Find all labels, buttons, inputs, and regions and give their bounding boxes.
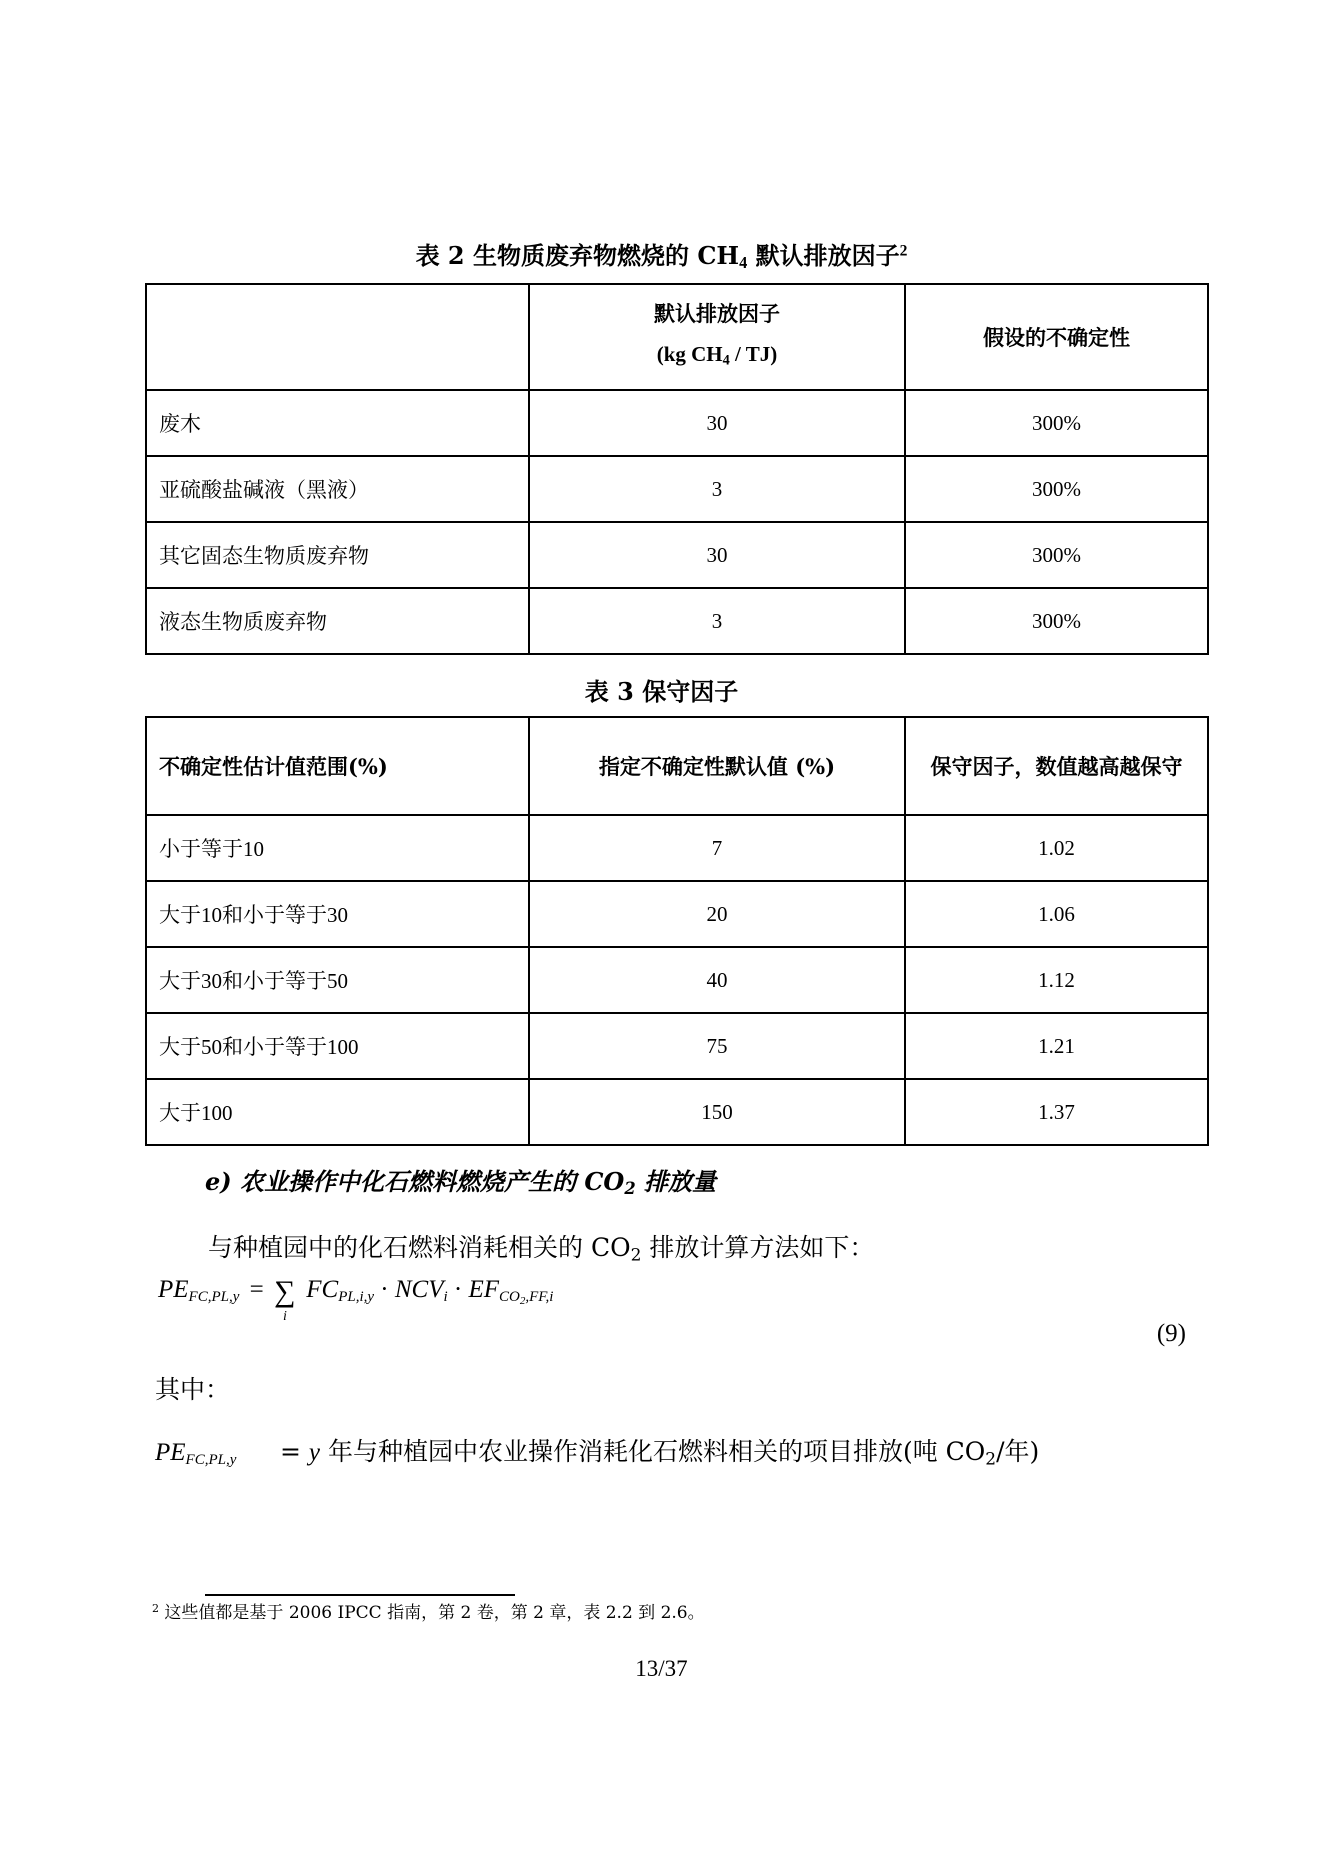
table3-cell-default: 75: [529, 1013, 905, 1079]
summation-index: i: [283, 1309, 287, 1324]
table3-cell-range: 大于10和小于等于30: [146, 881, 529, 947]
table3-header-row: [146, 717, 1208, 815]
table3-cell-range: 小于等于10: [146, 815, 529, 881]
table3-cell-factor: 1.21: [905, 1013, 1208, 1079]
table-row: [146, 588, 1208, 654]
table3-header-range: 不确定性估计值范围(%): [146, 717, 529, 815]
table2-cell-value: 30: [529, 522, 905, 588]
table-row: [146, 947, 1208, 1013]
equation-9: $PE_{FC,PL,y}$ = ∑ i $FC_{PL,i,y} \cdot NCV_i \cdot EF_{CO2,FF,i}$: [158, 1275, 554, 1324]
table2-cell-name: 废木: [146, 390, 529, 456]
table2-cell-value: 30: [529, 390, 905, 456]
table2-cell-uncertainty: 300%: [905, 522, 1208, 588]
table-row: [146, 1013, 1208, 1079]
page-number: 13/37: [635, 1656, 688, 1681]
table-row: [146, 1079, 1208, 1145]
table3-cell-range: 大于50和小于等于100: [146, 1013, 529, 1079]
equation-number: (9): [1156, 1320, 1186, 1347]
table3-cell-default: 40: [529, 947, 905, 1013]
table2-header-uncertainty: 假设的不确定性: [905, 284, 1208, 390]
table2: [145, 283, 1209, 655]
table2-header-row: [146, 284, 1208, 390]
table3-cell-range: 大于30和小于等于50: [146, 947, 529, 1013]
table-row: [146, 881, 1208, 947]
table2-cell-value: 3: [529, 588, 905, 654]
table-row: [146, 522, 1208, 588]
table2-cell-name: 液态生物质废弃物: [146, 588, 529, 654]
table3-cell-factor: 1.06: [905, 881, 1208, 947]
table2-caption: 表 2 生物质废弃物燃烧的 $CH_4$ 默认排放因子$^2$: [415, 241, 908, 273]
table2-cell-uncertainty: 300%: [905, 390, 1208, 456]
section-e-intro: 与种植园中的化石燃料消耗相关的 $CO_2$ 排放计算方法如下：: [208, 1233, 875, 1266]
footnote-ref[interactable]: 2: [899, 242, 908, 260]
table3-cell-default: 150: [529, 1079, 905, 1145]
table3: [145, 716, 1209, 1146]
summation-symbol: ∑: [274, 1275, 296, 1308]
table3-cell-default: 7: [529, 815, 905, 881]
table2-header-factor: 默认排放因子 (kg $CH_4 / TJ$): [529, 284, 905, 390]
table3-cell-factor: 1.12: [905, 947, 1208, 1013]
table-row: [146, 390, 1208, 456]
table2-cell-name: 其它固态生物质废弃物: [146, 522, 529, 588]
table2-cell-uncertainty: 300%: [905, 588, 1208, 654]
table2-cell-uncertainty: 300%: [905, 456, 1208, 522]
table3-header-factor: 保守因子，数值越高越保守: [905, 717, 1208, 815]
table3-cell-range: 大于100: [146, 1079, 529, 1145]
where-label: 其中：: [155, 1375, 231, 1404]
table3-cell-factor: 1.02: [905, 815, 1208, 881]
footnote-separator: [205, 1594, 515, 1596]
footnote: $^2$ 这些值都是基于 2006 IPCC 指南，第 2 卷，第 2 章，表 2.2 到 2.6。: [152, 1601, 705, 1623]
table3-cell-factor: 1.37: [905, 1079, 1208, 1145]
definition-pe: $PE_{FC,PL,y} = y$ 年与种植园中农业操作消耗化石燃料相关的项目排放(吨 $CO_2/$年): [155, 1437, 1040, 1470]
table-row: [146, 815, 1208, 881]
table-row: [146, 456, 1208, 522]
table3-cell-default: 20: [529, 881, 905, 947]
section-e-heading: e) 农业操作中化石燃料燃烧产生的 $CO_2$ 排放量: [205, 1167, 717, 1199]
table3-caption: 表 3 保守因子: [584, 677, 739, 706]
table2-header-empty: [146, 284, 529, 390]
table2-cell-value: 3: [529, 456, 905, 522]
table2-cell-name: 亚硫酸盐碱液（黑液）: [146, 456, 529, 522]
table3-header-default: 指定不确定性默认值 (%): [529, 717, 905, 815]
